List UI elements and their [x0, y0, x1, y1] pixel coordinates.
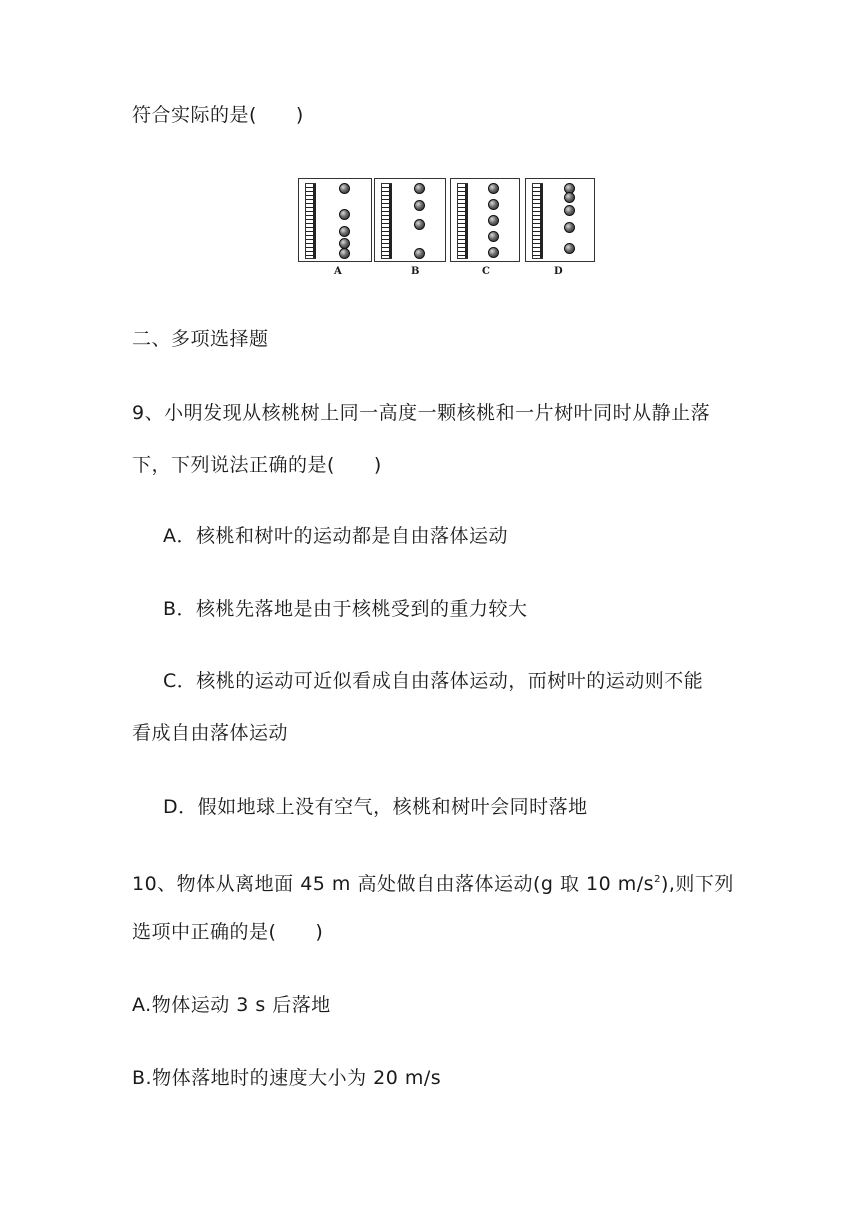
ball	[564, 192, 575, 203]
ball	[488, 247, 499, 258]
q8-tail-text: 符合实际的是( )	[132, 104, 304, 126]
q10-option-a: A.物体运动 3 s 后落地	[132, 994, 331, 1016]
ball	[339, 226, 350, 237]
q9-option-c-line1: C．核桃的运动可近似看成自由落体运动，而树叶的运动则不能	[163, 670, 704, 692]
figure-panel-b	[374, 178, 446, 262]
q9-option-c-line2: 看成自由落体运动	[132, 722, 289, 744]
ball	[339, 183, 350, 194]
ball	[488, 215, 499, 226]
q9-stem-line1: 9、小明发现从核桃树上同一高度一颗核桃和一片树叶同时从静止落	[132, 402, 711, 424]
ball	[414, 200, 425, 211]
ball	[564, 205, 575, 216]
section-heading: 二、多项选择题	[132, 328, 269, 350]
q10-option-b: B.物体落地时的速度大小为 20 m/s	[132, 1067, 442, 1089]
figure-panel-d	[525, 178, 595, 262]
ball	[488, 231, 499, 242]
q10-stem-text: 10、物体从离地面 45 m 高处做自由落体运动(g 取 10 m/s	[132, 873, 655, 895]
ball	[564, 243, 575, 254]
q9-stem-line2: 下，下列说法正确的是( )	[132, 454, 382, 476]
figure-panel-c	[450, 178, 520, 262]
ball	[414, 219, 425, 230]
q10-stem-line1	[132, 868, 734, 896]
ruler-b	[381, 183, 392, 259]
ball	[488, 199, 499, 210]
q10-stem-text-tail: ),则下列	[660, 873, 734, 895]
figure-panel-a	[298, 178, 372, 262]
panel-label-b: B	[411, 266, 420, 277]
ruler-c	[457, 183, 468, 259]
panel-label-c: C	[482, 266, 490, 277]
ball	[339, 248, 350, 259]
ruler-d	[532, 183, 543, 259]
q9-option-b: B．核桃先落地是由于核桃受到的重力较大	[163, 598, 528, 620]
q10-stem-line2: 选项中正确的是( )	[132, 921, 324, 943]
ball	[414, 183, 425, 194]
q10-superscript: 2	[654, 874, 661, 885]
ball	[414, 248, 425, 259]
panel-label-d: D	[554, 266, 563, 277]
q9-option-a: A．核桃和树叶的运动都是自由落体运动	[163, 525, 508, 547]
ball	[488, 183, 499, 194]
panel-label-a: A	[334, 266, 342, 277]
q9-option-d: D．假如地球上没有空气，核桃和树叶会同时落地	[163, 796, 588, 818]
ruler-a	[305, 183, 316, 259]
ball	[564, 222, 575, 233]
ball	[339, 209, 350, 220]
